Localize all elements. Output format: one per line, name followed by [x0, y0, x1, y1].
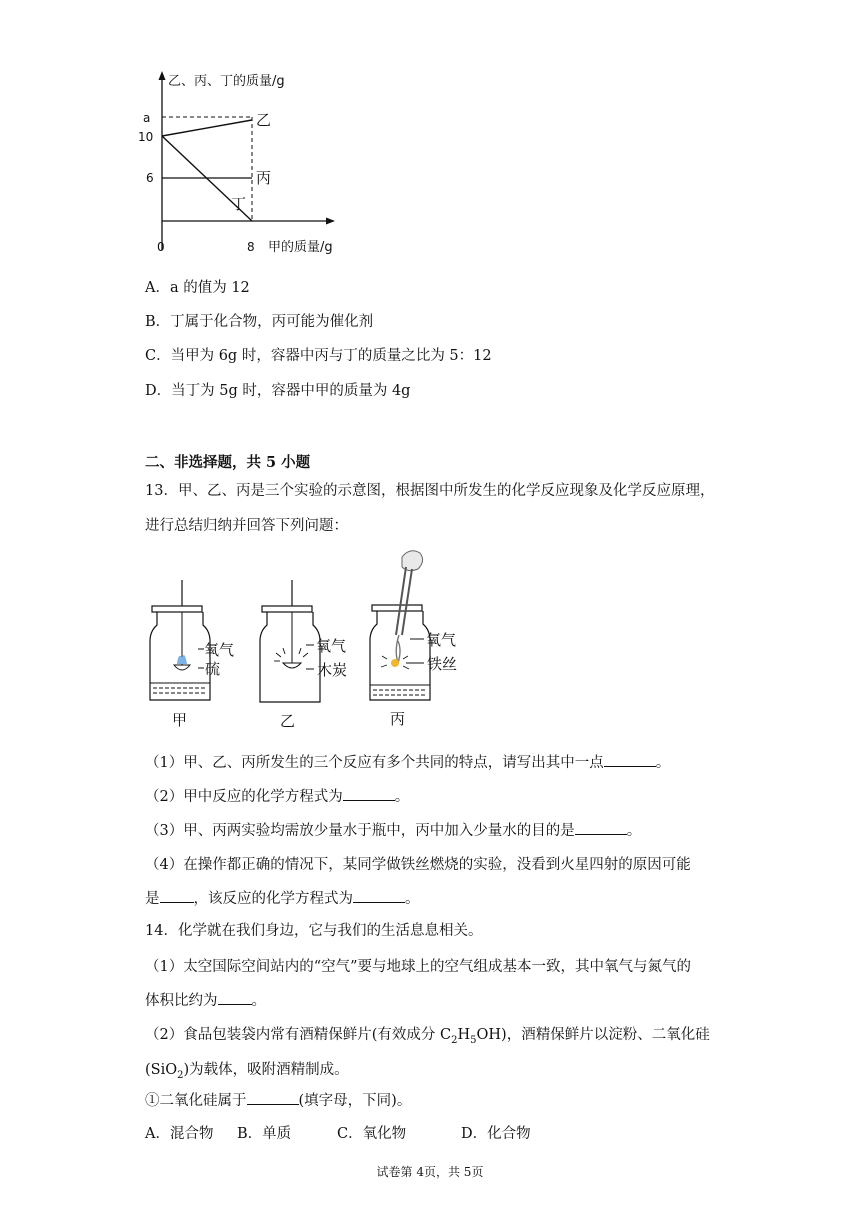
jar-bing	[370, 551, 457, 728]
svg-text:丙: 丙	[390, 710, 406, 728]
svg-text:木炭: 木炭	[317, 661, 348, 679]
q13-part4-line2: 是 ，该反应的化学方程式为 。	[145, 887, 420, 908]
y-tick-a: a	[143, 111, 151, 125]
answer-blank[interactable]	[247, 1090, 299, 1105]
y-axis-label: 乙、丙、丁的质量/g	[168, 74, 285, 89]
q13-line1: 13．甲、乙、丙是三个实验的示意图，根据图中所发生的化学反应现象及化学反应原理，	[145, 483, 715, 499]
answer-blank[interactable]	[575, 820, 627, 835]
q14-title: 14．化学就在我们身边，它与我们的生活息息相关。	[145, 923, 483, 939]
q14-option-c: C．氧化物	[337, 1126, 407, 1142]
svg-text:乙: 乙	[280, 712, 296, 730]
y-tick-6: 6	[146, 171, 154, 185]
q13-part2: （2）甲中反应的化学方程式为 。	[145, 785, 409, 806]
svg-text:氧气: 氧气	[426, 631, 457, 649]
q13-part1: （1）甲、乙、丙所发生的三个反应有多个共同的特点，请写出其中一点 。	[145, 751, 670, 772]
q14-option-d: D．化合物	[461, 1126, 531, 1142]
x-axis-label: 甲的质量/g	[268, 240, 333, 255]
answer-blank[interactable]	[218, 990, 252, 1005]
q13-part3: （3）甲、丙两实验均需放少量水于瓶中，丙中加入少量水的目的是 。	[145, 819, 641, 840]
label-ding: 丁	[231, 195, 247, 213]
q14-options	[145, 1122, 531, 1143]
q12-option-b: B．丁属于化合物，丙可能为催化剂	[145, 314, 374, 330]
answer-blank[interactable]	[604, 752, 656, 767]
jar-jia	[150, 580, 234, 729]
svg-text:硫: 硫	[205, 660, 221, 678]
page-footer: 试卷第 4页，共 5页	[376, 1165, 484, 1179]
answer-blank[interactable]	[343, 786, 395, 801]
q12-option-c: C．当甲为 6g 时，容器中丙与丁的质量之比为 5：12	[145, 348, 492, 364]
q14-part2-line2: (SiO$_2$)为载体，吸附酒精制成。	[145, 1062, 349, 1081]
svg-text:氧气: 氧气	[204, 641, 235, 659]
svg-text:铁丝: 铁丝	[427, 655, 458, 673]
q14-option-b: B．单质	[237, 1126, 292, 1142]
x-tick-8: 8	[247, 240, 255, 254]
jar-yi	[260, 580, 347, 730]
mass-graph	[130, 68, 370, 268]
q12-option-a: A．a 的值为 12	[145, 280, 250, 296]
q14-option-a: A．混合物	[145, 1126, 214, 1142]
label-bing: 丙	[256, 169, 272, 187]
q14-sub1: ①二氧化硅属于 (填字母，下同)。	[145, 1089, 411, 1110]
section-heading: 二、非选择题，共 5 小题	[145, 454, 311, 471]
q12-option-d: D．当丁为 5g 时，容器中甲的质量为 4g	[145, 383, 411, 399]
answer-blank[interactable]	[353, 888, 405, 903]
experiment-figure	[140, 545, 480, 730]
yi-line	[162, 120, 252, 136]
q14-part1-line1: （1）太空国际空间站内的“空气”要与地球上的空气组成基本一致，其中氧气与氮气的	[145, 959, 692, 975]
y-tick-10: 10	[138, 130, 154, 144]
q14-part1-line2: 体积比约为 。	[145, 989, 266, 1010]
x-tick-0: 0	[157, 240, 165, 254]
q13-line2: 进行总结归纳并回答下列问题：	[145, 518, 348, 534]
q13-part4-line1: （4）在操作都正确的情况下，某同学做铁丝燃烧的实验，没看到火星四射的原因可能	[145, 857, 691, 873]
q14-part2-line1: （2）食品包装袋内常有酒精保鲜片(有效成分 $C_2H_5OH$)，酒精保鲜片以淀粉、二氧化硅	[145, 1027, 710, 1046]
label-yi: 乙	[256, 111, 272, 129]
answer-blank[interactable]	[160, 888, 194, 903]
svg-text:氧气: 氧气	[316, 637, 347, 655]
svg-text:甲: 甲	[172, 711, 188, 729]
